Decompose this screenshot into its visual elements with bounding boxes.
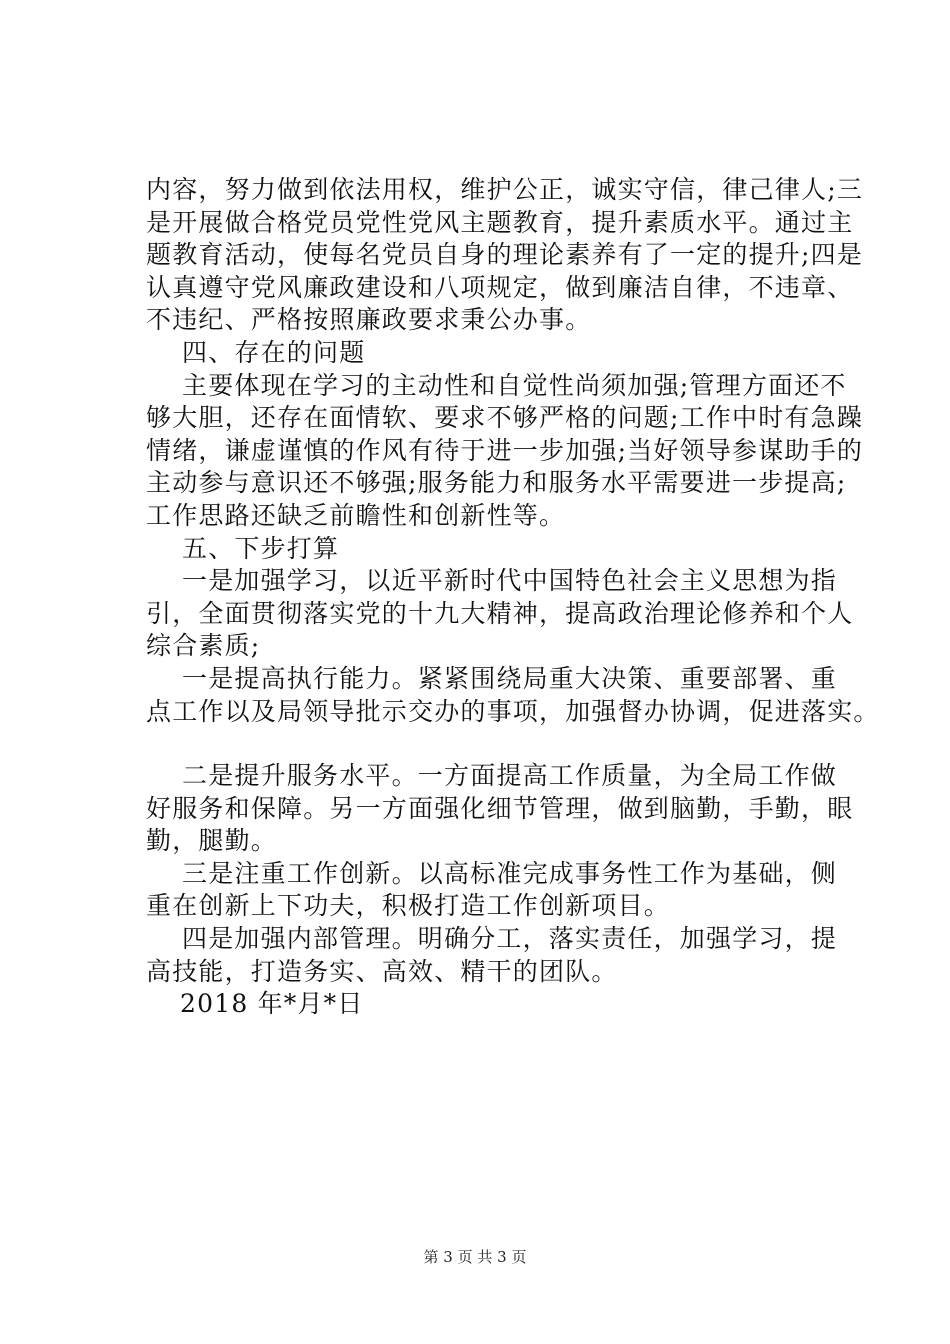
paragraph-service [146,760,866,858]
text-line: 不违纪、严格按照廉政要求秉公办事。 [146,305,592,335]
text-line: 主要体现在学习的主动性和自觉性尚须加强;管理方面还不 [182,370,847,400]
text-line: 够大胆，还存在面情软、要求不够严格的问题;工作中时有急躁 [146,403,864,433]
paragraph-study [146,565,866,663]
page-number: 第 3 页 共 3 页 [423,1248,527,1266]
paragraph-spacer [146,728,866,760]
document-date [146,988,866,1021]
text-line: 是开展做合格党员党性党风主题教育，提升素质水平。通过主 [146,207,854,237]
text-line: 综合素质; [146,631,261,661]
paragraph-problems [146,370,866,533]
text-line: 勤，腿勤。 [146,826,278,856]
date-text: 2018 年*月*日 [180,989,364,1019]
section-heading-problems [146,337,866,370]
text-line: 二是提升服务水平。一方面提高工作质量，为全局工作做 [182,761,838,791]
text-line: 重在创新上下功夫，积极打造工作创新项目。 [146,891,671,921]
text-line: 内容，努力做到依法用权，维护公正，诚实守信，律己律人;三 [146,175,864,204]
text-line: 引，全面贯彻落实党的十九大精神，提高政治理论修养和个人 [146,598,854,628]
text-line: 点工作以及局领导批示交办的事项，加强督办协调，促进落实。 [146,696,880,726]
paragraph-management [146,923,866,988]
text-line: 好服务和保障。另一方面强化细节管理，做到脑勤，手勤，眼 [146,793,854,823]
heading-text: 五、下步打算 [182,533,340,563]
text-line: 工作思路还缺乏前瞻性和创新性等。 [146,500,566,530]
text-line: 题教育活动，使每名党员自身的理论素养有了一定的提升;四是 [146,240,864,270]
text-line: 认真遵守党风廉政建设和八项规定，做到廉洁自律，不违章、 [146,272,854,302]
paragraph-execution [146,663,880,728]
document-body [146,174,880,1021]
section-heading-next-steps [146,533,866,566]
text-line: 三是注重工作创新。以高标准完成事务性工作为基础，侧 [182,858,838,888]
text-line: 主动参与意识还不够强;服务能力和服务水平需要进一步提高; [146,468,847,498]
text-line: 一是加强学习，以近平新时代中国特色社会主义思想为指 [182,566,838,596]
heading-text: 四、存在的问题 [182,337,366,367]
text-line: 情绪，谦虚谨慎的作风有待于进一步加强;当好领导参谋助手的 [146,435,864,465]
page-footer [0,1246,950,1267]
paragraph-innovation [146,858,866,923]
text-line: 高技能，打造务实、高效、精干的团队。 [146,956,618,986]
paragraph-commitments [146,174,866,337]
text-line: 一是提高执行能力。紧紧围绕局重大决策、重要部署、重 [182,663,838,693]
text-line: 四是加强内部管理。明确分工，落实责任，加强学习，提 [182,924,838,954]
